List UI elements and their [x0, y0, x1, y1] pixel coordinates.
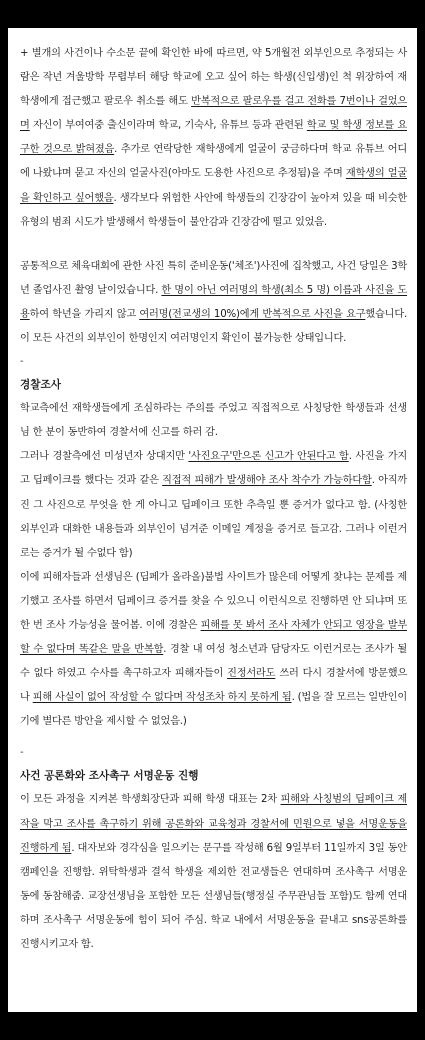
paragraph — [20, 255, 407, 351]
section-heading: 경찰조사 — [20, 379, 61, 392]
underlined-text: 피해 사실이 없어 작성할 수 없다며 작성조차 하지 못하게 됨 — [32, 692, 292, 704]
text-run: . 경찰 내 여성 청소년과 담당자도 이런거로는 조사가 될 수 없다 하였고 수사를 촉구하고자 피해자들이 — [20, 644, 407, 680]
text-run: 했습니다. 이 모든 사건의 외부인이 한명인지 여러명인지 확인이 불가능한 상태입니다. — [20, 308, 407, 345]
section-heading: 사건 공론화와 조사촉구 서명운동 진행 — [20, 770, 199, 783]
underlined-text: 여러명(전교생의 10%)에게 반복적으로 사진을 요구 — [139, 308, 366, 320]
paragraph — [20, 397, 407, 445]
underlined-text: 반복적으로 팔로우를 걸고 전화를 7번이나 걸었으며 — [20, 96, 407, 132]
paragraph — [20, 445, 407, 565]
text-run: + 별개의 사건이나 수소문 끝에 확인한 바에 따르면, 약 5개월전 외부인으로 추정되는 사람은 작년 겨울방학 무렵부터 해당 학교에 오고 싶어 하는 학생(신입생)인 척 위장하여 재학생에게 접근했고 팔로우 취소를 해도 — [20, 48, 407, 108]
paragraph — [20, 566, 407, 735]
paragraph — [20, 42, 407, 235]
section-divider: - — [20, 747, 24, 759]
text-run: 하여 학년을 가리지 않고 — [29, 308, 140, 320]
text-run: 공통적으로 체육대회에 관한 사진 특히 준비운동('체조')사진에 집착했고, 사건 당일은 3학년 졸업사진 촬영 날이었습니다. — [20, 260, 407, 296]
text-run: 자신이 부여여중 출신이라며 학교, 기숙사, 유튜브 등과 관련된 — [29, 120, 307, 132]
section-divider: - — [20, 356, 24, 368]
paragraph — [20, 788, 407, 957]
text-run: . 대자보와 경각심을 일으키는 문구를 작성해 6월 9일부터 11일까지 3일 동안 캠페인을 진행함. 위탁학생과 결석 학생을 제외한 전교생들은 연대하며 조사촉구 서명운동에 동참해줌. 교장선생님을 포함한 모든 선생님들(행정실 주무관님들 포함)도 함께 연대하며 조사촉구 서명운동에 힘이 되어 주심. 학교 내에서 서명운동을 끝내고 sns공론화를 진행시키고자 함. — [20, 842, 408, 950]
text-run: . 사진을 가지고 딥페이크를 했다는 것과 같은 — [20, 451, 407, 487]
underlined-text: 피해를 못 봐서 조사 자체가 안되고 영장을 발부할 수 없다며 똑같은 말을 반복함 — [20, 619, 407, 656]
text-run: 그러나 경찰측에선 미성년자 상대지만 — [20, 451, 189, 463]
text-run: 이 모든 과정을 지켜본 학생회장단과 피해 학생 대표는 2차 — [20, 794, 281, 806]
underlined-text: 피해와 사칭범의 딥페이크 제작을 막고 조사를 촉구하기 위해 공론화와 교육청과 경찰서에 민원으로 넣을 서명운동을 진행하게 됨 — [20, 794, 407, 854]
text-run: . (법을 잘 모르는 일반인이기에 별다른 방안을 제시할 수 없었음.) — [20, 692, 407, 728]
underlined-text: 재학생의 얼굴을 확인하고 싶어했음 — [20, 168, 408, 204]
underlined-text: 한 명이 아닌 여러명의 학생(최소 5 명) 이름과 사진을 도용 — [20, 284, 408, 320]
document-page — [8, 28, 417, 1012]
underlined-text: '사진요구'만으론 신고가 안된다고 함 — [188, 451, 349, 463]
text-run: 쓰러 다시 경찰서에 방문했으나 — [20, 668, 407, 704]
underlined-text: 직접적 피해가 발생해야 조사 착수가 가능하다함 — [162, 475, 372, 487]
text-run: . 생각보다 위험한 사안에 학생들의 긴장감이 높아져 있을 때 비슷한 유형의 범죄 시도가 발생해서 학생들이 불안감과 긴장감에 떨고 있었음. — [20, 192, 407, 228]
text-run: 학교측에선 재학생들에게 조심하라는 주의를 주었고 직접적으로 사칭당한 학생들과 선생님 한 분이 동반하여 경찰서에 신고를 하러 감. — [20, 403, 407, 439]
underlined-text: 진정서라도 — [227, 668, 276, 680]
text-run: . 추가로 연락당한 재학생에게 얼굴이 궁금하다며 학교 유튜브 어디에 나왔냐며 묻고 자신의 얼굴사진(아마도 도용한 사진으로 추정됨)을 주며 — [20, 144, 407, 180]
text-run: 이에 피해자들과 선생님은 (딥페가 올라올)불법 사이트가 많은데 어떻게 찾냐는 문제를 제기했고 조사를 하면서 딥페이크 증거를 찾을 수 있으니 이런식으로 진행하면 안 되냐며 또 한 번 조사 가능성을 물어봄. 이에 경찰은 — [20, 571, 407, 631]
text-run: . 아직까진 그 사진으로 무엇을 한 게 아니고 딥페이크 또한 추측일 뿐 증거가 없다고 함. (사칭한 외부인과 대화한 내용들과 외부인이 넘겨준 이메일 계정을 증거로 들고감. 그러나 이런거로는 증거가 될 수없다 함) — [20, 475, 408, 559]
underlined-text: 학교 및 학생 정보를 요구한 것으로 밝혀졌음 — [20, 120, 407, 156]
